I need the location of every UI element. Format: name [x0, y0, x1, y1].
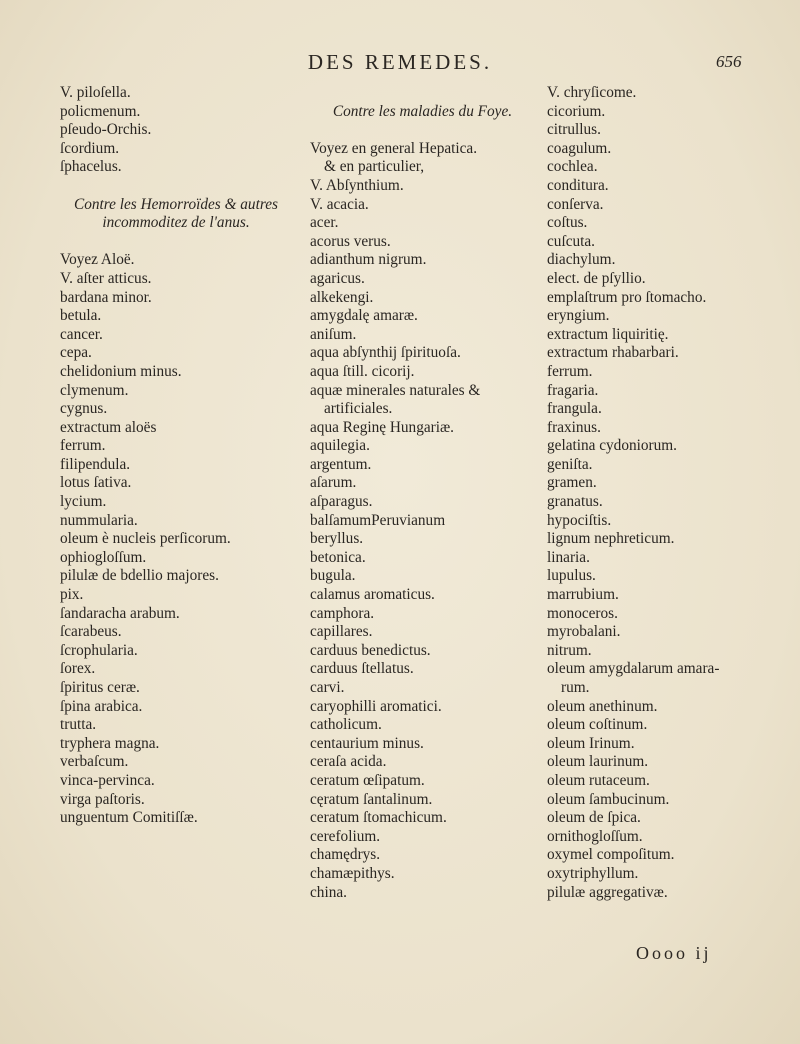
- blank-line: [310, 121, 535, 140]
- remedy-entry: beryllus.: [310, 530, 364, 548]
- remedy-entry: oleum rutaceum.: [547, 771, 650, 789]
- remedy-entry: vinca-pervinca.: [60, 771, 155, 789]
- remedy-entry: cancer.: [60, 325, 103, 343]
- remedy-entry: V. piloſella.: [60, 84, 131, 101]
- remedy-entry: betonica.: [310, 548, 366, 566]
- remedy-entry: coſtus.: [547, 214, 588, 232]
- remedy-entry: ſphacelus.: [60, 158, 122, 176]
- remedy-entry: oxytriphyllum.: [547, 864, 639, 882]
- remedy-entry: pix.: [60, 586, 84, 604]
- remedy-entry: camphora.: [310, 604, 375, 622]
- remedy-entry: calamus aromaticus.: [310, 586, 435, 604]
- remedy-entry: carvi.: [310, 679, 345, 696]
- remedy-entry: V. chryſicome.: [547, 84, 637, 101]
- remedy-entry: Voyez en general Hepatica.: [310, 139, 478, 157]
- remedy-entry: capillares.: [310, 623, 373, 641]
- remedy-entry: catholicum.: [310, 716, 382, 734]
- remedy-entry: acorus verus.: [310, 232, 391, 250]
- remedy-entry: frangula.: [547, 400, 602, 418]
- remedy-entry: cuſcuta.: [547, 232, 595, 250]
- remedy-entry: lupulus.: [547, 567, 596, 585]
- remedy-entry: oleum anethinum.: [547, 697, 658, 715]
- remedy-entry: V. Abſynthium.: [310, 176, 404, 194]
- remedy-entry: aſparagus.: [310, 493, 373, 511]
- remedy-entry: myrobalani.: [547, 623, 621, 641]
- remedy-entry: diachylum.: [547, 251, 616, 269]
- remedy-entry: cepa.: [60, 344, 92, 362]
- remedy-entry: artificiales.: [324, 400, 393, 418]
- column-middle: [310, 84, 535, 902]
- blank-line: [60, 233, 292, 252]
- remedy-entry: ſcrophularia.: [60, 641, 138, 659]
- remedy-entry: policmenum.: [60, 102, 141, 120]
- remedy-entry: aqua ſtill. cicorij.: [310, 362, 415, 380]
- remedy-entry: china.: [310, 883, 347, 901]
- section-heading: Contre les maladies du Foye.: [332, 102, 513, 120]
- remedy-entry: ferrum.: [60, 437, 106, 455]
- remedy-entry: clymenum.: [60, 381, 129, 399]
- remedy-entry: pſeudo-Orchis.: [60, 121, 152, 139]
- remedy-entry: conſerva.: [547, 195, 604, 213]
- remedy-entry: oleum amygdalarum amara-: [547, 660, 720, 678]
- remedy-entry: ſandaracha arabum.: [60, 604, 180, 622]
- remedy-entry: granatus.: [547, 493, 603, 511]
- signature-mark: Oooo ij: [636, 943, 712, 963]
- column-right: [547, 84, 762, 902]
- remedy-entry: centaurium minus.: [310, 734, 424, 752]
- remedy-entry: betula.: [60, 307, 102, 325]
- remedy-entry: oleum coſtinum.: [547, 716, 648, 734]
- remedy-entry: lycium.: [60, 493, 107, 511]
- remedy-entry: bugula.: [310, 567, 356, 585]
- remedy-entry: nitrum.: [547, 641, 592, 659]
- remedy-entry: cicorium.: [547, 102, 606, 120]
- remedy-entry: agaricus.: [310, 269, 365, 287]
- remedy-entry: ceratum ſtomachicum.: [310, 809, 447, 827]
- remedy-entry: cerefolium.: [310, 827, 381, 845]
- column-left: [60, 84, 292, 828]
- remedy-entry: ornithogloſſum.: [547, 827, 643, 845]
- remedy-entry: linaria.: [547, 548, 590, 566]
- remedy-entry: verbaſcum.: [60, 753, 129, 771]
- remedy-entry: gelatina cydoniorum.: [547, 437, 677, 455]
- remedy-entry: V. acacia.: [310, 195, 369, 213]
- remedy-entry: amygdalę amaræ.: [310, 307, 418, 325]
- remedy-entry: cęratum ſantalinum.: [310, 790, 433, 808]
- blank-line: [60, 177, 292, 196]
- remedy-entry: cochlea.: [547, 158, 598, 176]
- remedy-entry: nummularia.: [60, 511, 138, 529]
- remedy-entry: oleum è nucleis perſicorum.: [60, 530, 231, 548]
- remedy-entry: chamæpithys.: [310, 864, 395, 882]
- remedy-entry: hypociſtis.: [547, 511, 612, 529]
- remedy-entry: ſpiritus ceræ.: [60, 679, 140, 696]
- remedy-entry: V. aſter atticus.: [60, 269, 152, 287]
- remedy-entry: extractum liquiritię.: [547, 325, 669, 343]
- remedy-entry: pilulæ de bdellio majores.: [60, 567, 219, 585]
- remedy-entry: ophiogloſſum.: [60, 548, 147, 566]
- remedy-entry: acer.: [310, 214, 339, 232]
- remedy-entry: cygnus.: [60, 400, 108, 418]
- remedy-entry: geniſta.: [547, 455, 593, 473]
- remedy-entry: oxymel compoſitum.: [547, 846, 675, 864]
- remedy-entry: rum.: [561, 679, 590, 696]
- remedy-entry: coagulum.: [547, 139, 612, 157]
- remedy-entry: pilulæ aggregativæ.: [547, 883, 668, 901]
- remedy-entry: carduus ſtellatus.: [310, 660, 414, 678]
- remedy-entry: emplaſtrum pro ſtomacho.: [547, 288, 707, 306]
- section-heading: Contre les Hemorroïdes & autres incommoditez de l'anus.: [74, 195, 278, 232]
- remedy-entry: oleum de ſpica.: [547, 809, 641, 827]
- blank-line: [310, 84, 535, 103]
- remedy-entry: lignum nephreticum.: [547, 530, 675, 548]
- remedy-entry: filipendula.: [60, 455, 131, 473]
- remedy-entry: citrullus.: [547, 121, 601, 139]
- remedy-entry: aniſum.: [310, 325, 357, 343]
- page-number: 656: [716, 52, 742, 71]
- remedy-entry: ſpina arabica.: [60, 697, 143, 715]
- remedy-entry: aqua Reginę Hungariæ.: [310, 418, 455, 436]
- remedy-entry: eryngium.: [547, 307, 610, 325]
- remedy-entry: ceratum œſipatum.: [310, 771, 425, 789]
- remedy-entry: carduus benedictus.: [310, 641, 431, 659]
- running-head: DES REMEDES.: [307, 50, 493, 74]
- remedy-entry: oleum Irinum.: [547, 734, 635, 752]
- remedy-entry: aquæ minerales naturales &: [310, 381, 481, 399]
- remedy-entry: unguentum Comitiſſæ.: [60, 809, 198, 827]
- remedy-entry: aquilegia.: [310, 437, 370, 455]
- remedy-entry: ſorex.: [60, 660, 96, 678]
- remedy-entry: oleum ſambucinum.: [547, 790, 670, 808]
- remedy-entry: alkekengi.: [310, 288, 374, 306]
- remedy-entry: gramen.: [547, 474, 597, 492]
- remedy-entry: fragaria.: [547, 381, 599, 399]
- remedy-entry: lotus ſativa.: [60, 474, 132, 492]
- remedy-entry: chamędrys.: [310, 846, 381, 864]
- remedy-entry: tryphera magna.: [60, 734, 160, 752]
- remedy-entry: & en particulier,: [324, 158, 425, 176]
- remedy-entry: fraxinus.: [547, 418, 601, 436]
- remedy-entry: chelidonium minus.: [60, 362, 182, 380]
- remedy-entry: virga paſtoris.: [60, 790, 145, 808]
- remedy-entry: oleum laurinum.: [547, 753, 649, 771]
- remedy-entry: aqua abſynthij ſpirituoſa.: [310, 344, 461, 362]
- remedy-entry: ſcarabeus.: [60, 623, 122, 641]
- remedy-entry: monoceros.: [547, 604, 618, 622]
- remedy-entry: trutta.: [60, 716, 97, 734]
- remedy-entry: balſamumPeruvianum: [310, 511, 446, 529]
- remedy-entry: marrubium.: [547, 586, 619, 604]
- remedy-entry: adianthum nigrum.: [310, 251, 427, 269]
- remedy-entry: elect. de pſyllio.: [547, 269, 646, 287]
- remedy-entry: aſarum.: [310, 474, 357, 492]
- remedy-entry: bardana minor.: [60, 288, 152, 306]
- remedy-entry: ferrum.: [547, 362, 593, 380]
- remedy-entry: Voyez Aloë.: [60, 251, 135, 269]
- remedy-entry: ſcordium.: [60, 139, 120, 157]
- remedy-entry: extractum aloës: [60, 418, 157, 436]
- remedy-entry: ceraſa acida.: [310, 753, 387, 771]
- remedy-entry: extractum rhabarbari.: [547, 344, 679, 362]
- remedy-entry: conditura.: [547, 176, 609, 194]
- remedy-entry: caryophilli aromatici.: [310, 697, 442, 715]
- remedy-entry: argentum.: [310, 455, 372, 473]
